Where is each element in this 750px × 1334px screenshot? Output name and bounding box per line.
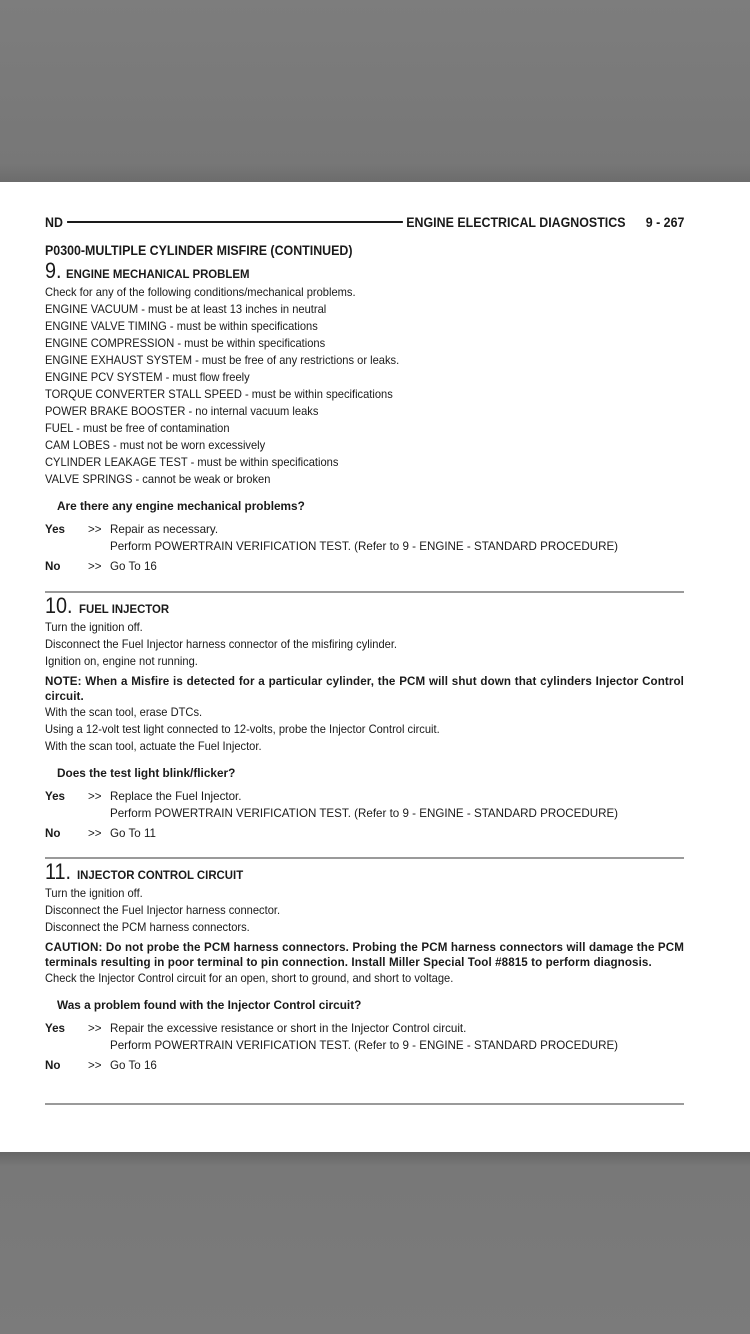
- answer-label: No: [45, 1059, 61, 1072]
- step-title: INJECTOR CONTROL CIRCUIT: [76, 868, 244, 882]
- answer-text: Go To 16: [110, 1059, 157, 1072]
- step-title: FUEL INJECTOR: [78, 602, 169, 616]
- answer-label: No: [45, 827, 61, 840]
- answer-label: Yes: [45, 523, 65, 536]
- step-question: Does the test light blink/flicker?: [57, 766, 236, 780]
- step-line: Disconnect the Fuel Injector harness connector of the misfiring cylinder.: [45, 638, 398, 651]
- section-divider: [45, 857, 684, 859]
- page-number: 9 - 267: [645, 214, 685, 230]
- answer-yes: [45, 521, 684, 555]
- note-text: NOTE: When a Misfire is detected for a particular cylinder, the PCM will shut down that cylinders Injector Control circuit.: [45, 675, 684, 703]
- step-10: [45, 595, 684, 842]
- step-line: With the scan tool, erase DTCs.: [45, 706, 203, 719]
- step-line: ENGINE VALVE TIMING - must be within specifications: [45, 320, 318, 333]
- answer-line: Replace the Fuel Injector.: [110, 790, 242, 803]
- answer-label: No: [45, 560, 61, 573]
- answer-arrow: >>: [88, 523, 102, 536]
- step-line: VALVE SPRINGS - cannot be weak or broken: [45, 473, 271, 486]
- viewer-background-top: [0, 0, 750, 182]
- answer-text: Go To 16: [110, 560, 157, 573]
- answer-no: [45, 558, 684, 575]
- running-header: [45, 214, 684, 230]
- step-number: 9.: [45, 258, 62, 283]
- answer-no: [45, 825, 684, 842]
- section-divider: [45, 1103, 684, 1105]
- answer-label: Yes: [45, 790, 65, 803]
- answer-text: [110, 521, 684, 555]
- answer-line: Repair as necessary.: [110, 523, 219, 536]
- step-line: ENGINE COMPRESSION - must be within specifications: [45, 337, 326, 350]
- step-line: ENGINE EXHAUST SYSTEM - must be free of any restrictions or leaks.: [45, 354, 400, 367]
- step-line: Check the Injector Control circuit for an open, short to ground, and short to voltage.: [45, 972, 454, 985]
- answer-text: [110, 1020, 684, 1054]
- step-line: Turn the ignition off.: [45, 887, 143, 900]
- procedure-title: P0300-MULTIPLE CYLINDER MISFIRE (CONTINUED): [45, 243, 353, 258]
- step-line: With the scan tool, actuate the Fuel Injector.: [45, 740, 262, 753]
- step-number: 11.: [45, 859, 72, 884]
- step-line: POWER BRAKE BOOSTER - no internal vacuum leaks: [45, 405, 319, 418]
- answer-label: Yes: [45, 1022, 65, 1035]
- step-question: Are there any engine mechanical problems?: [57, 499, 305, 513]
- header-code: ND: [45, 214, 63, 230]
- step-line: Using a 12-volt test light connected to 12-volts, probe the Injector Control circuit.: [45, 723, 440, 736]
- step-line: Turn the ignition off.: [45, 621, 143, 634]
- answer-text: [110, 788, 684, 822]
- step-heading: [45, 595, 684, 619]
- caution-text: CAUTION: Do not probe the PCM harness connectors. Probing the PCM harness connectors will damage the PCM terminals resulting in poor terminal to pin connection. Install Miller Special Tool #8815 to perform diagnosis.: [45, 941, 684, 969]
- answer-arrow: >>: [88, 560, 102, 573]
- answer-arrow: >>: [88, 1059, 102, 1072]
- header-section-title: ENGINE ELECTRICAL DIAGNOSTICS: [406, 214, 626, 230]
- answer-arrow: >>: [88, 790, 102, 803]
- answer-yes: [45, 788, 684, 822]
- header-rule: [67, 221, 403, 223]
- answer-arrow: >>: [88, 827, 102, 840]
- step-line: ENGINE VACUUM - must be at least 13 inches in neutral: [45, 303, 327, 316]
- step-line: ENGINE PCV SYSTEM - must flow freely: [45, 371, 250, 384]
- step-line: FUEL - must be free of contamination: [45, 422, 230, 435]
- answer-line: Perform POWERTRAIN VERIFICATION TEST. (Refer to 9 - ENGINE - STANDARD PROCEDURE): [110, 1039, 619, 1052]
- step-11: [45, 861, 684, 1074]
- step-heading: [45, 861, 684, 885]
- step-line: CAM LOBES - must not be worn excessively: [45, 439, 266, 452]
- step-question: Was a problem found with the Injector Control circuit?: [57, 998, 362, 1012]
- step-9: [45, 260, 684, 575]
- answer-line: Repair the excessive resistance or short in the Injector Control circuit.: [110, 1022, 467, 1035]
- answer-arrow: >>: [88, 1022, 102, 1035]
- section-divider: [45, 591, 684, 593]
- step-line: TORQUE CONVERTER STALL SPEED - must be within specifications: [45, 388, 393, 401]
- answer-line: Perform POWERTRAIN VERIFICATION TEST. (Refer to 9 - ENGINE - STANDARD PROCEDURE): [110, 540, 619, 553]
- step-line: Disconnect the Fuel Injector harness connector.: [45, 904, 281, 917]
- step-title: ENGINE MECHANICAL PROBLEM: [66, 267, 250, 281]
- step-line: Disconnect the PCM harness connectors.: [45, 921, 250, 934]
- answer-no: [45, 1057, 684, 1074]
- answer-text: Go To 11: [110, 827, 156, 840]
- step-line: Ignition on, engine not running.: [45, 655, 198, 668]
- step-number: 10.: [45, 593, 73, 618]
- viewer-background-bottom: [0, 1152, 750, 1334]
- document-page: [0, 182, 750, 1152]
- step-heading: [45, 260, 684, 284]
- answer-line: Perform POWERTRAIN VERIFICATION TEST. (Refer to 9 - ENGINE - STANDARD PROCEDURE): [110, 807, 619, 820]
- step-line: CYLINDER LEAKAGE TEST - must be within specifications: [45, 456, 339, 469]
- step-line: Check for any of the following conditions/mechanical problems.: [45, 286, 356, 299]
- answer-yes: [45, 1020, 684, 1054]
